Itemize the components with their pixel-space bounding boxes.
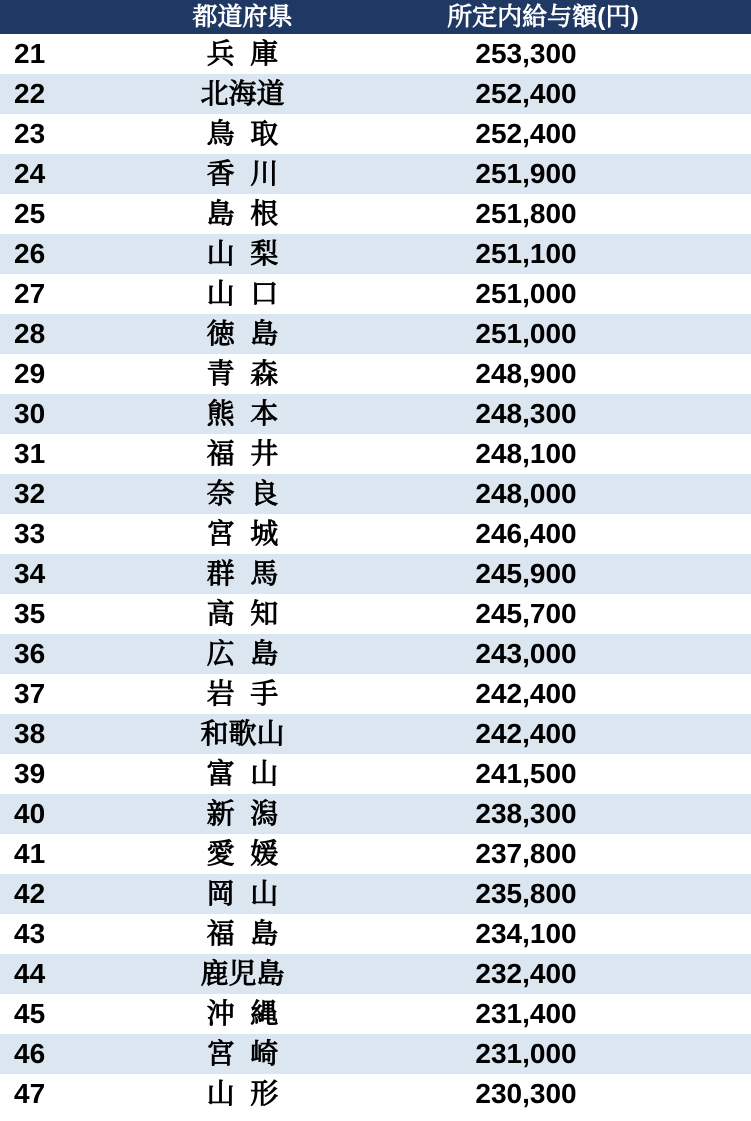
cell-value: 251,800 [335, 194, 751, 234]
cell-value: 248,300 [335, 394, 751, 434]
table-row [0, 234, 751, 274]
cell-prefecture [150, 514, 335, 554]
table-row [0, 154, 751, 194]
table-row [0, 514, 751, 554]
prefecture-label: 北海道 [200, 78, 285, 109]
cell-rank: 44 [0, 954, 150, 994]
cell-prefecture [150, 274, 335, 314]
table-row [0, 954, 751, 994]
cell-rank: 33 [0, 514, 150, 554]
table-row [0, 554, 751, 594]
header-prefecture: 都道府県 [150, 0, 335, 34]
cell-rank: 47 [0, 1074, 150, 1114]
cell-prefecture [150, 474, 335, 514]
table-row [0, 594, 751, 634]
cell-prefecture [150, 1034, 335, 1074]
cell-rank: 32 [0, 474, 150, 514]
cell-value: 252,400 [335, 74, 751, 114]
prefecture-label: 宮 城 [206, 518, 283, 549]
table-row [0, 434, 751, 474]
cell-value: 248,900 [335, 354, 751, 394]
table-row [0, 834, 751, 874]
cell-prefecture [150, 914, 335, 954]
cell-rank: 25 [0, 194, 150, 234]
cell-value: 251,000 [335, 274, 751, 314]
cell-value: 253,300 [335, 34, 751, 74]
prefecture-label: 和歌山 [200, 718, 285, 749]
cell-rank: 30 [0, 394, 150, 434]
cell-value: 246,400 [335, 514, 751, 554]
cell-rank: 26 [0, 234, 150, 274]
table-row [0, 1074, 751, 1114]
prefecture-label: 香 川 [206, 158, 283, 189]
table-row [0, 274, 751, 314]
prefecture-label: 山 口 [206, 278, 283, 309]
cell-prefecture [150, 74, 335, 114]
cell-prefecture [150, 1074, 335, 1114]
cell-rank: 21 [0, 34, 150, 74]
cell-rank: 43 [0, 914, 150, 954]
prefecture-label: 徳 島 [206, 318, 283, 349]
header-value: 所定内給与額(円) [335, 0, 751, 34]
cell-value: 248,000 [335, 474, 751, 514]
table-row [0, 354, 751, 394]
cell-rank: 27 [0, 274, 150, 314]
table-row [0, 874, 751, 914]
table-header [0, 0, 751, 34]
header-rank [0, 0, 150, 34]
cell-rank: 42 [0, 874, 150, 914]
prefecture-label: 高 知 [206, 598, 283, 629]
cell-rank: 36 [0, 634, 150, 674]
cell-value: 251,000 [335, 314, 751, 354]
cell-rank: 29 [0, 354, 150, 394]
prefecture-label: 鹿児島 [200, 958, 285, 989]
cell-rank: 31 [0, 434, 150, 474]
cell-value: 245,700 [335, 594, 751, 634]
table-row [0, 194, 751, 234]
table-row [0, 914, 751, 954]
cell-value: 248,100 [335, 434, 751, 474]
prefecture-label: 奈 良 [206, 478, 283, 509]
prefecture-label: 岡 山 [206, 878, 283, 909]
table-row [0, 634, 751, 674]
cell-rank: 23 [0, 114, 150, 154]
prefecture-label: 兵 庫 [206, 38, 283, 69]
cell-rank: 37 [0, 674, 150, 714]
table-row [0, 474, 751, 514]
table-row [0, 714, 751, 754]
cell-value: 251,100 [335, 234, 751, 274]
cell-prefecture [150, 234, 335, 274]
cell-prefecture [150, 554, 335, 594]
cell-rank: 45 [0, 994, 150, 1034]
cell-prefecture [150, 674, 335, 714]
prefecture-label: 沖 縄 [206, 998, 283, 1029]
table-row [0, 794, 751, 834]
prefecture-label: 山 梨 [206, 238, 283, 269]
prefecture-label: 新 潟 [206, 798, 283, 829]
cell-rank: 38 [0, 714, 150, 754]
cell-prefecture [150, 314, 335, 354]
cell-value: 230,300 [335, 1074, 751, 1114]
cell-prefecture [150, 634, 335, 674]
cell-prefecture [150, 754, 335, 794]
cell-prefecture [150, 874, 335, 914]
cell-rank: 46 [0, 1034, 150, 1074]
cell-rank: 40 [0, 794, 150, 834]
table-row [0, 754, 751, 794]
prefecture-label: 愛 媛 [206, 838, 283, 869]
cell-value: 242,400 [335, 714, 751, 754]
prefecture-label: 福 島 [206, 918, 283, 949]
cell-rank: 24 [0, 154, 150, 194]
cell-rank: 35 [0, 594, 150, 634]
prefecture-label: 群 馬 [206, 558, 283, 589]
cell-value: 242,400 [335, 674, 751, 714]
cell-rank: 22 [0, 74, 150, 114]
cell-rank: 34 [0, 554, 150, 594]
cell-prefecture [150, 714, 335, 754]
table-row [0, 994, 751, 1034]
cell-value: 237,800 [335, 834, 751, 874]
prefecture-label: 広 島 [206, 638, 283, 669]
header-row [0, 0, 751, 34]
cell-prefecture [150, 794, 335, 834]
cell-rank: 28 [0, 314, 150, 354]
cell-rank: 39 [0, 754, 150, 794]
cell-rank: 41 [0, 834, 150, 874]
prefecture-label: 青 森 [206, 358, 283, 389]
cell-value: 241,500 [335, 754, 751, 794]
cell-prefecture [150, 834, 335, 874]
cell-prefecture [150, 354, 335, 394]
cell-value: 243,000 [335, 634, 751, 674]
cell-prefecture [150, 994, 335, 1034]
cell-value: 251,900 [335, 154, 751, 194]
table-row [0, 1034, 751, 1074]
prefecture-label: 富 山 [206, 758, 283, 789]
table-row [0, 394, 751, 434]
cell-prefecture [150, 954, 335, 994]
table-row [0, 674, 751, 714]
cell-prefecture [150, 194, 335, 234]
table-row [0, 114, 751, 154]
cell-value: 231,000 [335, 1034, 751, 1074]
cell-prefecture [150, 154, 335, 194]
cell-value: 231,400 [335, 994, 751, 1034]
prefecture-label: 島 根 [206, 198, 283, 229]
prefecture-label: 福 井 [206, 438, 283, 469]
table-row [0, 314, 751, 354]
prefecture-label: 山 形 [206, 1078, 283, 1109]
prefecture-label: 宮 崎 [206, 1038, 283, 1069]
prefecture-label: 熊 本 [206, 398, 283, 429]
cell-value: 234,100 [335, 914, 751, 954]
table-row [0, 34, 751, 74]
cell-prefecture [150, 394, 335, 434]
prefecture-label: 岩 手 [206, 678, 283, 709]
cell-prefecture [150, 434, 335, 474]
cell-value: 245,900 [335, 554, 751, 594]
cell-prefecture [150, 114, 335, 154]
table-row [0, 74, 751, 114]
table-body [0, 34, 751, 1114]
cell-prefecture [150, 34, 335, 74]
prefecture-label: 鳥 取 [206, 118, 283, 149]
cell-value: 238,300 [335, 794, 751, 834]
cell-prefecture [150, 594, 335, 634]
cell-value: 235,800 [335, 874, 751, 914]
cell-value: 232,400 [335, 954, 751, 994]
cell-value: 252,400 [335, 114, 751, 154]
